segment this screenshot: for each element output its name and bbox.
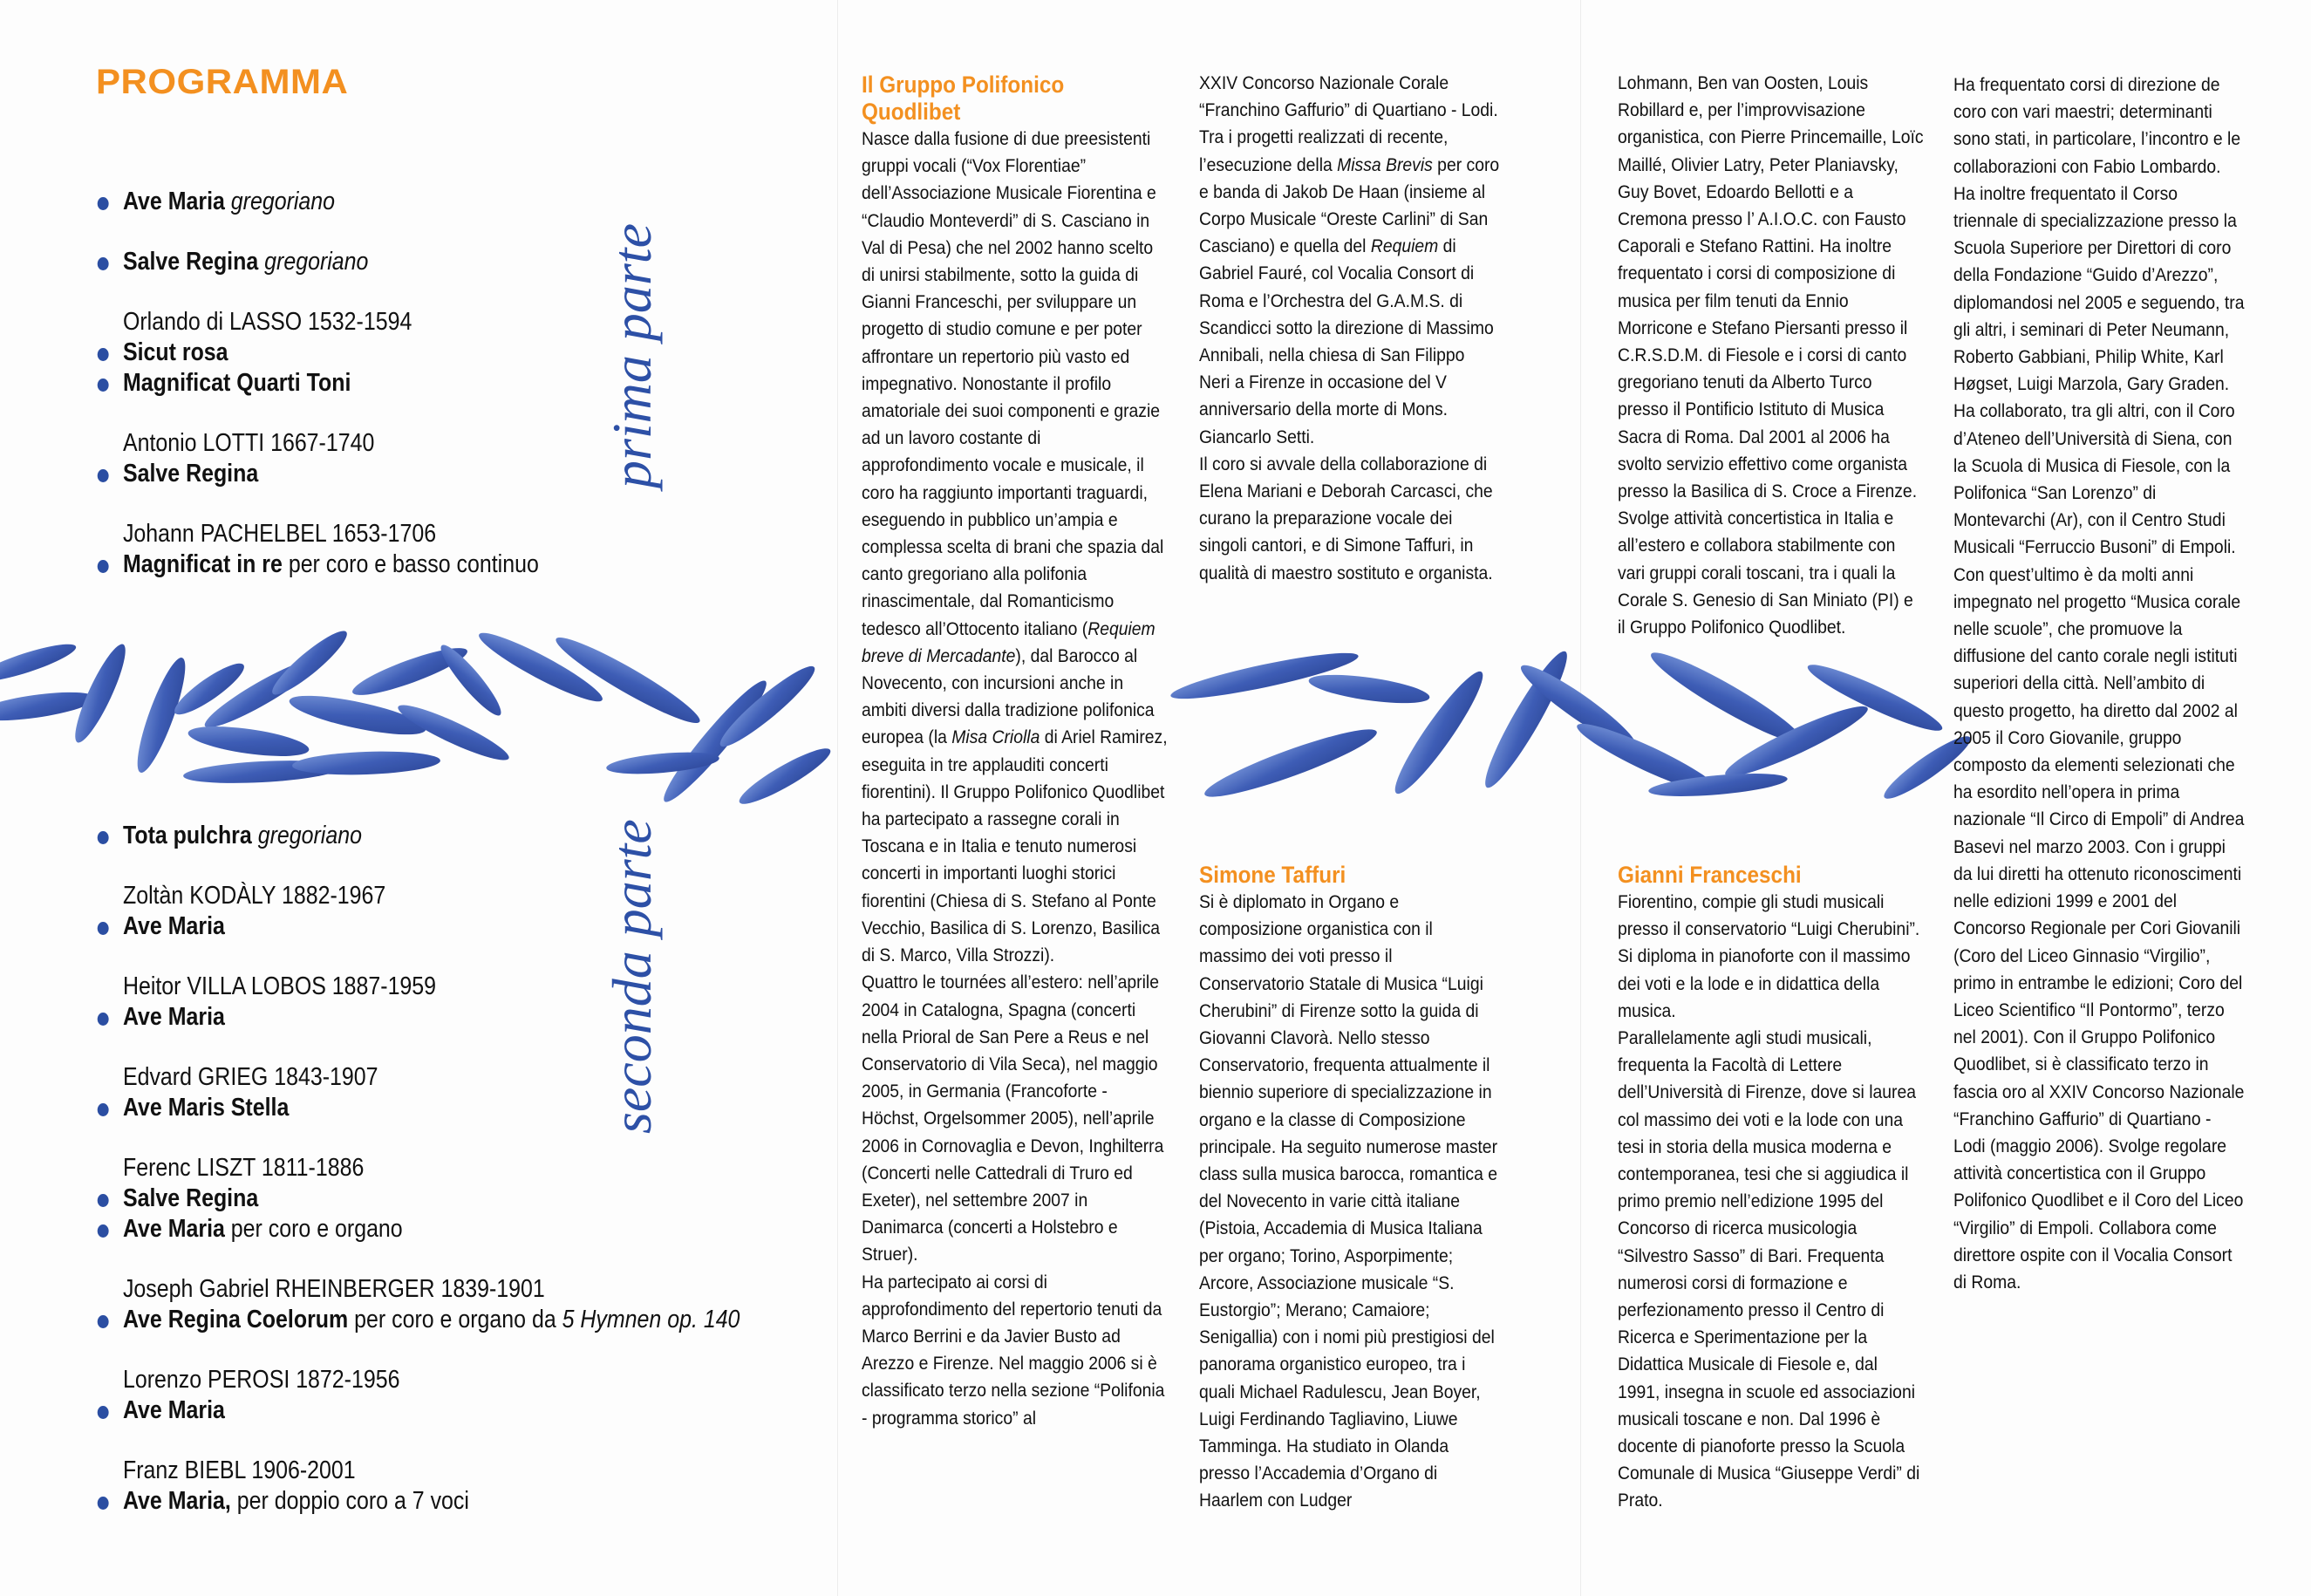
brush-stroke-band-left [0,610,837,811]
franceschi-paragraph: Ha frequentato corsi di direzione de coro con vari maestri; determinanti sono stati, in particolare, l’incontro e le collaborazioni con Fabio Lombardo. Ha inoltre frequentato il Corso triennale di specializzazione presso la Scuola Superiore per Direttori di coro della Fondazione “Guido d’Arezzo”, diplomandosi nel 2005 e seguendo, tra gli altri, i seminari di Peter Neumann, Roberto Gabbiani, Philip White, Karl Høgset, Luigi Marzola, Gary Graden. [1953,74,2245,395]
composer-name: Lorenzo PEROSI 1872-1956 [122,1366,400,1394]
program-item: Sicut rosa [96,338,681,368]
program-item: Ave Maris Stella [96,1093,681,1123]
seconda-parte-label: seconda parte [601,819,663,1134]
composer-name: Ferenc LISZT 1811-1886 [122,1154,365,1182]
composer-name: Franz BIEBL 1906-2001 [122,1456,356,1484]
taffuri-continued-column [1618,70,1925,641]
bullet-icon [98,348,109,361]
program-item: Salve Regina [96,1183,681,1214]
composer-name: Edvard GRIEG 1843-1907 [122,1063,378,1091]
fold-line [837,0,838,1596]
gruppo-title: Il Gruppo Polifonico Quodlibet [862,72,1065,125]
bullet-icon [98,197,109,210]
franceschi-title: Gianni Franceschi [1618,862,1802,888]
bullet-icon [98,1103,109,1116]
program-item: Ave Maria, per doppio coro a 7 voci [96,1486,681,1517]
programma-title: PROGRAMMA [96,63,349,101]
gruppo-paragraph: Nasce dalla fusione di due preesistenti gruppi vocali (“Vox Florentiae” dell’Associazione Musicale Fiorentina e “Claudio Monteverdi” di S. Casciano in Val di Pesa) che nel 2002 hanno scelto di unirsi stabilmente, sotto la guida di Gianni Franceschi, per sviluppare un progetto di studio comune e per poter affrontare un repertorio più vasto ed impegnativo. Nonostante il profilo amatoriale dei suoi componenti e grazie ad un lavoro costante di approfondimento vocale e musicale, il coro ha raggiunto importanti traguardi, eseguendo in pubblico un’ampia e complessa scelta di brani che spazia dal canto gregoriano alla polifonia rinascimentale, dal Romanticismo tedesco all’Ottocento italiano (Requiem breve di Mercadante), dal Barocco al Novecento, con incursioni anche in ambiti diversi dalla tradizione polifonica europea (la Misa Criolla di Ariel Ramirez, eseguita in tre applauditi concerti fiorentini). Il Gruppo Polifonico Quodlibet ha partecipato a rassegne corali in Toscana e in Italia e tenuto numerosi concerti in importanti luoghi storici fiorentini (Chiesa di S. Stefano al Ponte Vecchio, Basilica di S. Lorenzo, Basilica di S. Marco, Villa Strozzi). [862,128,1168,966]
taffuri-paragraph: Lohmann, Ben van Oosten, Louis Robillard e, per l’improvvisazione organistica, con Pierre Princemaille, Loïc Maillé, Olivier Latry, Peter Planiavsky, Guy Bovet, Edoardo Bellotti e a Cremona presso l’ A.I.O.C. con Fausto Caporali e Stefano Rattini. Ha inoltre frequentato i corsi di composizione di musica per film tenuti da Ennio Morricone e Stefano Piersanti presso il C.R.S.D.M. di Fiesole e i corsi di canto gregoriano tenuti da Alberto Turco presso il Pontificio Istituto di Musica Sacra di Roma. Dal 2001 al 2006 ha svolto servizio effettivo come organista presso la Basilica di S. Croce a Firenze. Svolge attività concertistica in Italia e all’estero e collabora stabilmente con vari gruppi corali toscani, tra i quali la Corale S. Genesio di San Miniato (PI) e il Gruppo Polifonico Quodlibet. [1618,72,1924,638]
franceschi-column [1618,862,1925,1515]
franceschi-paragraph: Fiorentino, compie gli studi musicali presso il conservatorio “Luigi Cherubini”. Si diploma in pianoforte con il massimo dei voti e la lode e in didattica della musica. [1618,891,1920,1021]
composer-name: Joseph Gabriel RHEINBERGER 1839-1901 [122,1275,545,1303]
composer-name: Antonio LOTTI 1667-1740 [122,429,375,457]
program-item: Ave Maria gregoriano [96,187,681,217]
taffuri-title: Simone Taffuri [1199,862,1346,888]
program-item: Ave Maria [96,911,681,942]
program-item: Ave Regina Coelorum per coro e organo da 5 Hymnen op. 140 [96,1305,681,1335]
gruppo-column [862,72,1169,1432]
bullet-icon [98,1315,109,1328]
franceschi-paragraph: Parallelamente agli studi musicali, frequenta la Facoltà di Lettere dell’Università di Firenze, dove si laurea col massimo dei voti e la lode con una tesi in storia della musica moderna e contemporanea, tesi che si aggiudica il primo premio nell’edizione 1995 del Concorso di ricerca musicologia “Silvestro Sasso” di Bari. Frequenta numerosi corsi di formazione e perfezionamento presso il Centro di Ricerca e Sperimentazione per la Didattica Musicale di Fiesole e, dal 1991, insegna in scuole ed associazioni musicali toscane e non. Dal 1996 è docente di pianoforte presso la Scuola Comunale di Musica “Giuseppe Verdi” di Prato. [1618,1027,1920,1511]
franceschi-continued-column [1953,72,2246,1296]
gruppo-paragraph: Quattro le tournées all’estero: nell’aprile 2004 in Catalogna, Spagna (concerti nella Prioral de San Pere a Reus e nel Conservatorio di Vila Seca), nel maggio 2005, in Germania (Francoforte - Höchst, Orgelsommer 2005), nell’aprile 2006 in Cornovaglia e Devon, Inghilterra (Concerti nelle Cattedrali di Truro ed Exeter), nel settembre 2007 in Danimarca (concerti a Holstebro e Struer). [862,972,1164,1265]
bullet-icon [98,1406,109,1419]
program-item: Ave Maria per coro e organo [96,1214,681,1245]
taffuri-column [1199,862,1500,1515]
bullet-icon [98,469,109,482]
gruppo-continued-column [1199,70,1500,587]
composer-name: Zoltàn KODÀLY 1882-1967 [122,882,386,910]
program-item: Magnificat in re per coro e basso continuo [96,549,681,580]
program-item: Magnificat Quarti Toni [96,368,681,399]
bullet-icon [98,560,109,573]
brush-stroke-band-right [1160,637,1980,829]
prima-parte-list [96,187,776,580]
bullet-icon [98,1194,109,1207]
bullet-icon [98,379,109,392]
composer-name: Orlando di LASSO 1532-1594 [122,308,412,336]
program-item: Ave Maria [96,1395,681,1426]
bullet-icon [98,1224,109,1238]
gruppo-paragraph: Il coro si avvale della collaborazione di Elena Mariani e Deborah Carcasci, che curano la preparazione vocale dei singoli cantori, e di Simone Taffuri, in qualità di maestro sostituto e organista. [1199,453,1493,583]
gruppo-paragraph: XXIV Concorso Nazionale Corale “Franchino Gaffurio” di Quartiano - Lodi. Tra i progetti realizzati di recente, l’esecuzione della Missa Brevis per coro e banda di Jakob De Haan (insieme al Corpo Musicale “Oreste Carlini” di San Casciano) e quella del Requiem di Gabriel Fauré, col Vocalia Consort di Roma e l’Orchestra del G.A.M.S. di Scandicci sotto la direzione di Massimo Annibali, nella chiesa di San Filippo Neri a Firenze in occasione del V anniversario della morte di Mons. Giancarlo Setti. [1199,72,1500,447]
composer-name: Heitor VILLA LOBOS 1887-1959 [122,972,437,1000]
program-item: Tota pulchra gregoriano [96,821,681,851]
bullet-icon [98,922,109,935]
composer-name: Johann PACHELBEL 1653-1706 [122,520,437,548]
prima-parte-label: prima parte [601,223,663,488]
franceschi-paragraph: Ha collaborato, tra gli altri, con il Coro d’Ateneo dell’Università di Siena, con la Scuola di Musica di Fiesole, con la Polifonica “San Lorenzo” di Montevarchi (Ar), con il Centro Studi Musicali “Ferruccio Busoni” di Empoli. Con quest’ultimo è da molti anni impegnato nel progetto “Musica corale nelle scuole”, che promuove la diffusione del canto corale negli istituti superiori della città. Nell’ambito di questo progetto, ha diretto dal 2002 al 2005 il Coro Giovanile, gruppo composto da elementi selezionati che ha esordito nell’opera in prima nazionale “Il Circo di Empoli” di Andrea Basevi nel marzo 2003. Con i gruppi da lui diretti ha ottenuto riconoscimenti nelle edizioni 1999 e 2001 del Concorso Regionale per Cori Giovanili (Coro del Liceo Ginnasio “Virgilio”, primo in entrambe le edizioni; Coro del Liceo Scientifico “Il Pontormo”, terzo nel 2001). Con il Gruppo Polifonico Quodlibet, si è classificato terzo in fascia oro al XXIV Concorso Nazionale “Franchino Gaffurio” di Quartiano - Lodi (maggio 2006). Svolge regolare attività concertistica con il Gruppo Polifonico Quodlibet e il Coro del Liceo “Virgilio” di Empoli. Collabora come direttore ospite con il Vocalia Consort di Roma. [1953,400,2245,1292]
bullet-icon [98,831,109,844]
program-item: Salve Regina [96,459,681,489]
bullet-icon [98,1013,109,1026]
program-item: Salve Regina gregoriano [96,247,681,277]
program-item: Ave Maria [96,1002,681,1033]
seconda-parte-list [96,821,776,1517]
bullet-icon [98,257,109,270]
gruppo-paragraph: Ha partecipato ai corsi di approfondimento del repertorio tenuti da Marco Berrini e da Javier Busto ad Arezzo e Firenze. Nel maggio 2006 si è classificato terzo nella sezione “Polifonia - programma storico” al [862,1271,1165,1429]
bullet-icon [98,1497,109,1510]
taffuri-paragraph: Si è diplomato in Organo e composizione organistica con il massimo dei voti presso il Conservatorio Statale di Musica “Luigi Cherubini” di Firenze sotto la guida di Giovanni Clavorà. Nello stesso Conservatorio, frequenta attualmente il biennio superiore di specializzazione in organo e la classe di Composizione principale. Ha seguito numerose master class sulla musica barocca, romantica e del Novecento in varie città italiane (Pistoia, Accademia di Musica Italiana per organo; Torino, Asporpimente; Arcore, Associazione musicale “S. Eustorgio”; Merano; Camaiore; Senigallia) con i nomi più prestigiosi del panorama organistico europeo, tra i quali Michael Radulescu, Jean Boyer, Luigi Ferdinando Tagliavino, Liuwe Tamminga. Ha studiato in Olanda presso l’Accademia d’Organo di Haarlem con Ludger [1199,891,1498,1511]
